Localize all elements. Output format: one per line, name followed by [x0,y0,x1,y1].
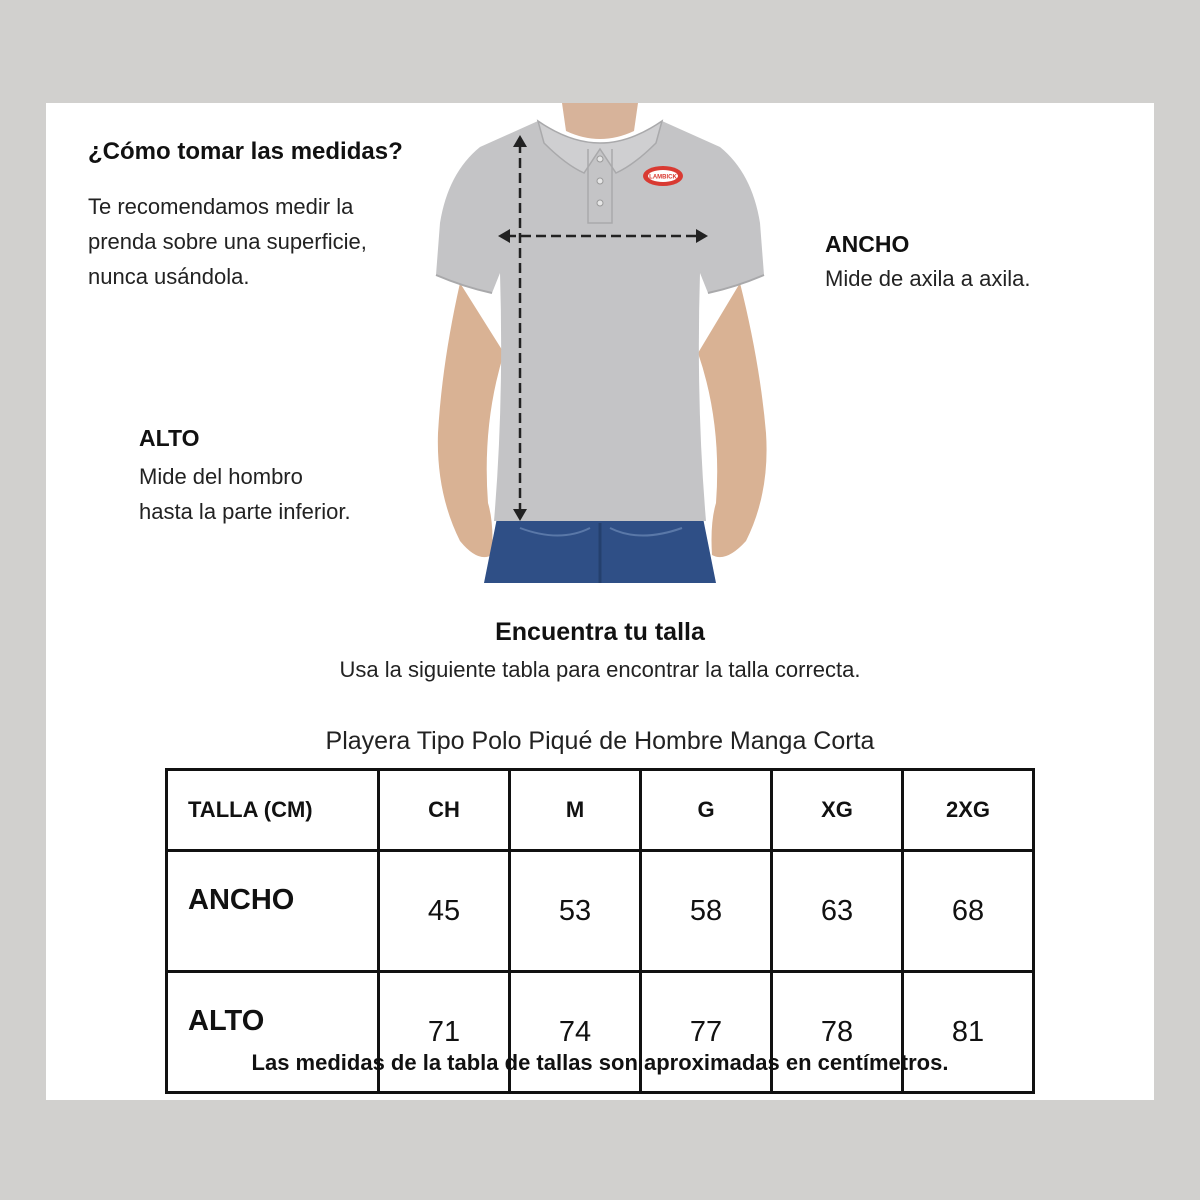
height-description-line: Mide del hombro [139,464,303,489]
row-label-height: ALTO [167,972,379,1093]
recommendation-line: nunca usándola. [88,264,250,289]
table-cell: 81 [903,972,1034,1093]
size-header-cell: G [641,770,772,851]
table-cell: 68 [903,851,1034,972]
model-photo [420,103,780,583]
recommendation-line: prenda sobre una superficie, [88,229,367,254]
size-header-cell: M [510,770,641,851]
table-cell: 58 [641,851,772,972]
height-description-line: hasta la parte inferior. [139,499,351,524]
model-right-arm [698,283,767,557]
model-left-arm [438,283,504,557]
size-header-cell: 2XG [903,770,1034,851]
how-to-measure-text [88,189,433,294]
size-header-cell: CH [379,770,510,851]
find-size-subtitle: Usa la siguiente tabla para encontrar la talla correcta. [339,657,861,682]
table-cell: 77 [641,972,772,1093]
table-cell: 71 [379,972,510,1093]
size-table [165,768,1035,1094]
model-neck [562,103,638,139]
height-title: ALTO [139,425,200,451]
table-cell: 78 [772,972,903,1093]
size-header-cell: XG [772,770,903,851]
how-to-measure-title: ¿Cómo tomar las medidas? [88,138,403,165]
find-size-title: Encuentra tu talla [495,618,705,646]
recommendation-line: Te recomendamos medir la [88,194,354,219]
width-description: Mide de axila a axila. [825,266,1031,291]
width-title: ANCHO [825,231,910,257]
table-cell: 74 [510,972,641,1093]
table-cell: 45 [379,851,510,972]
height-description [139,459,439,529]
row-label-width: ANCHO [167,851,379,972]
table-row [167,851,1034,972]
size-table-header-row [167,770,1034,851]
measurements-footnote: Las medidas de la tabla de tallas son aproximadas en centímetros. [251,1050,949,1075]
table-cell: 53 [510,851,641,972]
brand-logo-text: LAMBICK [649,174,677,181]
table-cell: 63 [772,851,903,972]
size-header-label: TALLA (CM) [167,770,379,851]
size-table-title: Playera Tipo Polo Piqué de Hombre Manga Corta [325,727,875,755]
